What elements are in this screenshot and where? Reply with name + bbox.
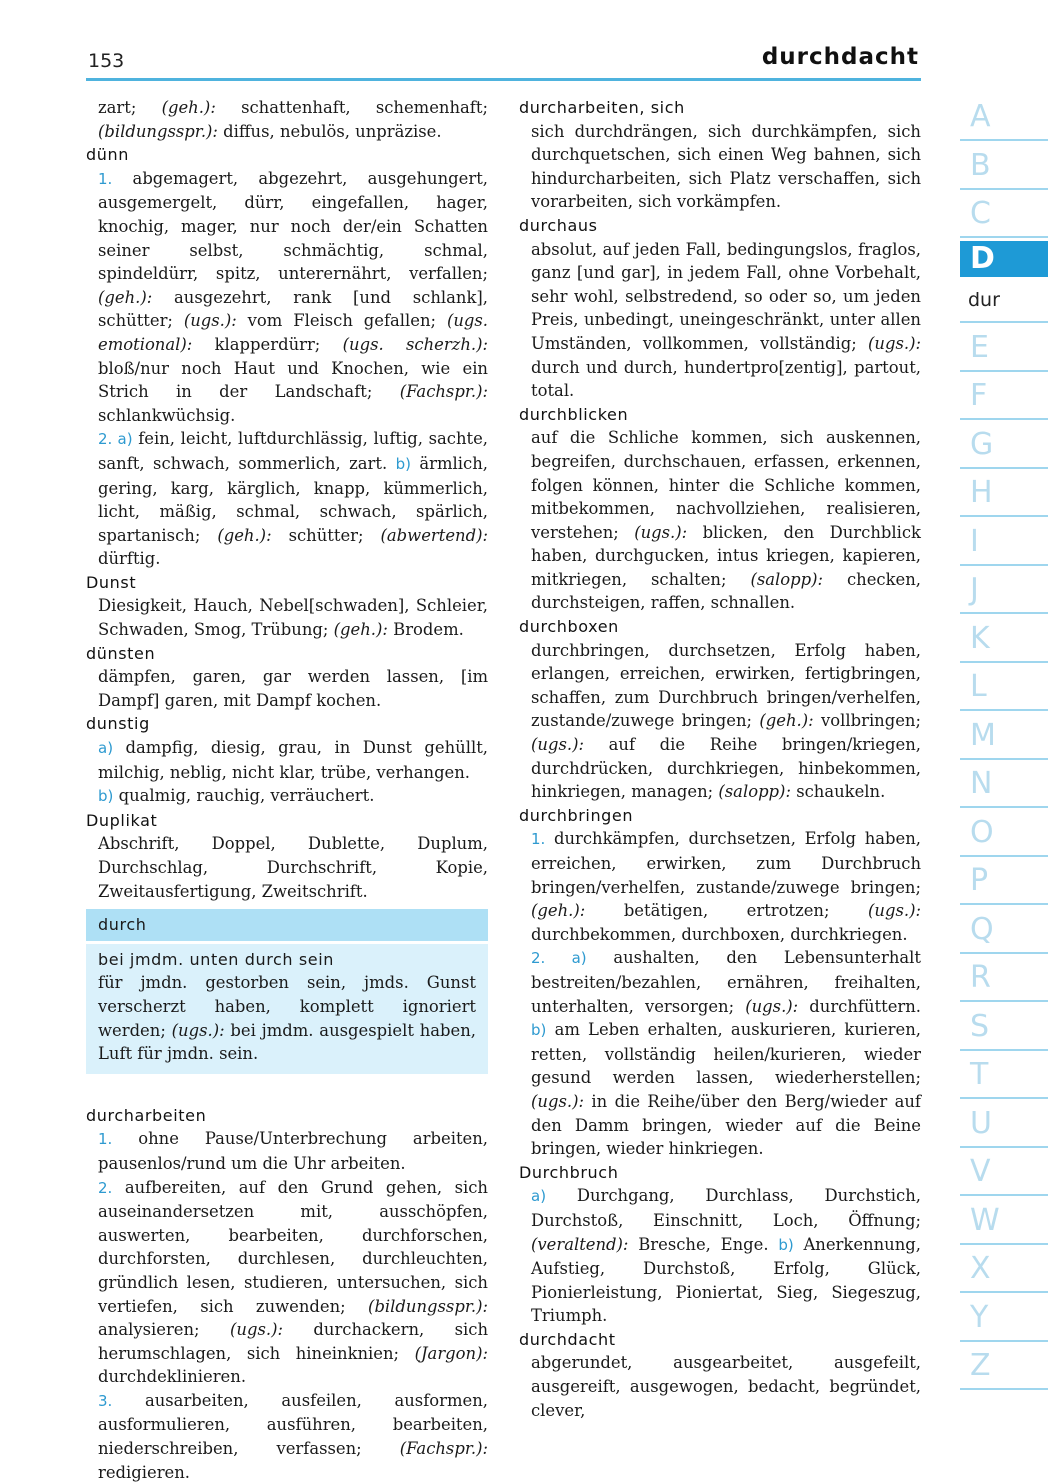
tab-letter[interactable]: F [960, 374, 1048, 420]
page-header [86, 40, 921, 81]
tab-letter[interactable]: P [960, 859, 1048, 905]
tab-letter[interactable]: Q [960, 908, 1048, 954]
tab-sub-label: dur [960, 279, 1048, 323]
tab-letter[interactable]: Z [960, 1344, 1048, 1390]
idiom-box-title: durch [86, 909, 488, 941]
entry-durchblicken: durchblicken auf die Schliche kommen, sich auskennen, begreifen, durchschauen, erfassen, erkennen, folgen können, hinter die Schliche kommen, mitbekommen, nachvollziehen, realisieren, verstehen; (ugs.): blicken, den Durchblick haben, durchgucken, intus kriegen, kapieren, mitkriegen, schalten; (salopp): checken, durchsteigen, raffen, schnallen. [519, 404, 921, 613]
entry-durchboxen: durchboxen durchbringen, durchsetzen, Erfolg haben, erlangen, erreichen, erwirken, fertigbringen, schaffen, zum Durchbruch bringen/verhelfen, zustande/zuwege bringen; (geh.): vollbringen; (ugs.): auf die Reihe bringen/kriegen, durchdrücken, durchkriegen, hinbekommen, hinkriegen, managen; (salopp): schaukeln. [519, 617, 922, 802]
tab-letter[interactable]: A [960, 95, 1048, 141]
tab-letter[interactable]: R [960, 956, 1048, 1002]
tab-letter[interactable]: B [960, 144, 1048, 190]
headword: Dunst [86, 572, 137, 592]
headword: Durchbruch [519, 1162, 619, 1182]
running-head: durchdacht [761, 44, 919, 70]
entry-dunstig: dunstig a) dampfig, diesig, grau, in Dunst gehüllt, milchig, neblig, nicht klar, trübe, verhangen. b) qualmig, rauchig, verräuchert. [86, 714, 488, 806]
entry-body: 1. abgemagert, abgezehrt, ausgehungert, ausgemergelt, dürr, eingefallen, hager, knochig, mager, nur noch der/ein Schatten seiner selbst, schmächtig, schmal, spindeldürr, spitz, unterernährt, verfallen; (geh.): ausgezehrt, rank [und schlank], schütter; (ugs.): vom Fleisch gefallen; (ugs. emotional): klapperdürr; (ugs. scherzh.): bloß/nur noch Haut und Knochen, wie ein Strich in der Landschaft; (Fachspr.): schlankwüchsig. [98, 168, 489, 425]
headword: durchboxen [519, 617, 619, 637]
tab-letter[interactable]: U [960, 1102, 1048, 1148]
left-column [86, 96, 488, 1484]
tab-letter-active[interactable]: D [960, 241, 1048, 277]
tab-letter[interactable]: J [960, 568, 1048, 614]
tab-letter[interactable]: C [960, 192, 1048, 238]
page-number: 153 [88, 50, 125, 72]
idiom-phrase: bei jmdm. unten durch sein [98, 949, 335, 969]
tab-letter[interactable]: T [960, 1053, 1048, 1099]
headword: durchbringen [519, 805, 634, 825]
entry-durcharbeiten: durcharbeiten 1. ohne Pause/Unterbrechung arbeiten, pausenlos/rund um die Uhr arbeiten. 2. aufbereiten, auf den Grund gehen, sich auseinandersetzen mit, ausschöpfen, auswerten, bearbeiten, durchforschen, durchforsten, durchlesen, durchleuchten, gründlich lesen, studieren, untersuchen, sich vertiefen, sich zuwenden; (bildungsspr.): analysieren; (ugs.): durchackern, sich herumschlagen, sich hineinknien; (Jargon): durchdeklinieren. 3. ausarbeiten, ausfeilen, ausformen, ausformulieren, ausführen, bearbeiten, niederschreiben, verfassen; (Fachspr.): redigieren. [86, 1105, 489, 1482]
tab-letter[interactable]: X [960, 1247, 1048, 1293]
tab-letter[interactable]: W [960, 1199, 1048, 1245]
tab-letter[interactable]: E [960, 326, 1048, 372]
headword: durcharbeiten [86, 1105, 207, 1125]
headword: durchblicken [519, 404, 629, 424]
tab-letter[interactable]: V [960, 1150, 1048, 1196]
tab-letter[interactable]: K [960, 617, 1048, 663]
headword: Duplikat [86, 810, 158, 830]
right-column [519, 96, 921, 1422]
entry-durchbruch: Durchbruch a) Durchgang, Durchlass, Durchstich, Durchstoß, Einschnitt, Loch, Öffnung; (veraltend): Bresche, Enge. b) Anerkennung, Aufstieg, Durchstoß, Erfolg, Glück, Pionierleistung, Pioniertat, Sieg, Siegeszug, Triumph. [519, 1162, 921, 1326]
idiom-box: durch bei jmdm. unten durch sein für jmdn. gestorben sein, jmds. Gunst verscherzt haben, komplett ignoriert werden; (ugs.): bei jmdm. ausgespielt haben, Luft für jmdn. sein. [86, 909, 488, 1074]
entry-duenn [86, 143, 488, 571]
entry-duensten: dünsten dämpfen, garen, gar werden lassen, [im Dampf] garen, mit Dampf kochen. [86, 643, 488, 710]
entry-durchbringen: durchbringen 1. durchkämpfen, durchsetzen, Erfolg haben, erreichen, erwirken, zum Durchbruch bringen/verhelfen, zustande/zuwege bringen; (geh.): betätigen, ertrotzen; (ugs.): durchbekommen, durchboxen, durchkriegen. 2. a) aushalten, den Lebensunterhalt bestreiten/bezahlen, ernähren, freihalten, unterhalten, versorgen; (ugs.): durchfüttern. b) am Leben erhalten, auskurieren, kurieren, retten, vollständig heilen/kurieren, wieder gesund werden lassen, wiederherstellen; (ugs.): in die Reihe/über den Berg/wieder auf den Damm bringen, wieder auf die Beine bringen, wieder hinkriegen. [519, 805, 922, 1159]
entry-duplikat: Duplikat Abschrift, Doppel, Dublette, Duplum, Durchschlag, Durchschrift, Kopie, Zweitausfertigung, Zweitschrift. [86, 810, 488, 901]
headword: durcharbeiten, sich [519, 98, 685, 117]
entry-durcharbeiten-sich: durcharbeiten, sich sich durchdrängen, sich durchkämpfen, sich durchquetschen, sich einen Weg bahnen, sich hindurcharbeiten, sich Platz verschaffen, sich vorarbeiten, sich vorkämpfen. [519, 98, 921, 212]
tab-letter[interactable]: Y [960, 1296, 1048, 1342]
headword: durchdacht [519, 1329, 616, 1349]
tab-letter[interactable]: G [960, 423, 1048, 469]
tab-letter[interactable]: S [960, 1005, 1048, 1051]
tab-letter[interactable]: O [960, 811, 1048, 857]
entry-durchdacht: durchdacht abgerundet, ausgearbeitet, ausgefeilt, ausgereift, ausgewogen, bedacht, begründet, clever, [519, 1329, 921, 1420]
tab-letter[interactable]: I [960, 520, 1048, 566]
headword: dunstig [86, 714, 150, 734]
continued-entry: zart; (geh.): schattenhaft, schemenhaft; (bildungsspr.): diffus, nebulös, unpräzise. [98, 98, 488, 141]
entry-dunst: Dunst Diesigkeit, Hauch, Nebel[schwaden], Schleier, Schwaden, Smog, Trübung; (geh.): Brodem. [86, 572, 488, 640]
headword: durchaus [519, 215, 598, 235]
tab-letter[interactable]: L [960, 665, 1048, 711]
entry-durchaus: durchaus absolut, auf jeden Fall, bedingungslos, fraglos, ganz [und gar], in jedem Fall, ohne Vorbehalt, sehr wohl, selbstredend, so oder so, um jeden Preis, unbedingt, uneingeschränkt, unter allen Umständen, vollkommen, vollständig; (ugs.): durch und durch, hundertpro[zentig], partout, total. [519, 215, 921, 401]
headword: dünsten [86, 643, 156, 663]
entry-body: 2. a) fein, leicht, luftdurchlässig, luftig, sachte, sanft, schwach, sommerlich, zart. b) ärmlich, gering, karg, kärglich, knapp, kümmerlich, licht, mäßig, schmal, schwach, spärlich, spartanisch; (geh.): schütter; (abwertend): dürftig. [98, 429, 489, 569]
headword: dünn [86, 145, 129, 165]
tab-letter[interactable]: M [960, 714, 1048, 760]
tab-letter[interactable]: N [960, 762, 1048, 808]
tab-letter[interactable]: H [960, 471, 1048, 517]
thumb-index [960, 95, 1048, 1393]
